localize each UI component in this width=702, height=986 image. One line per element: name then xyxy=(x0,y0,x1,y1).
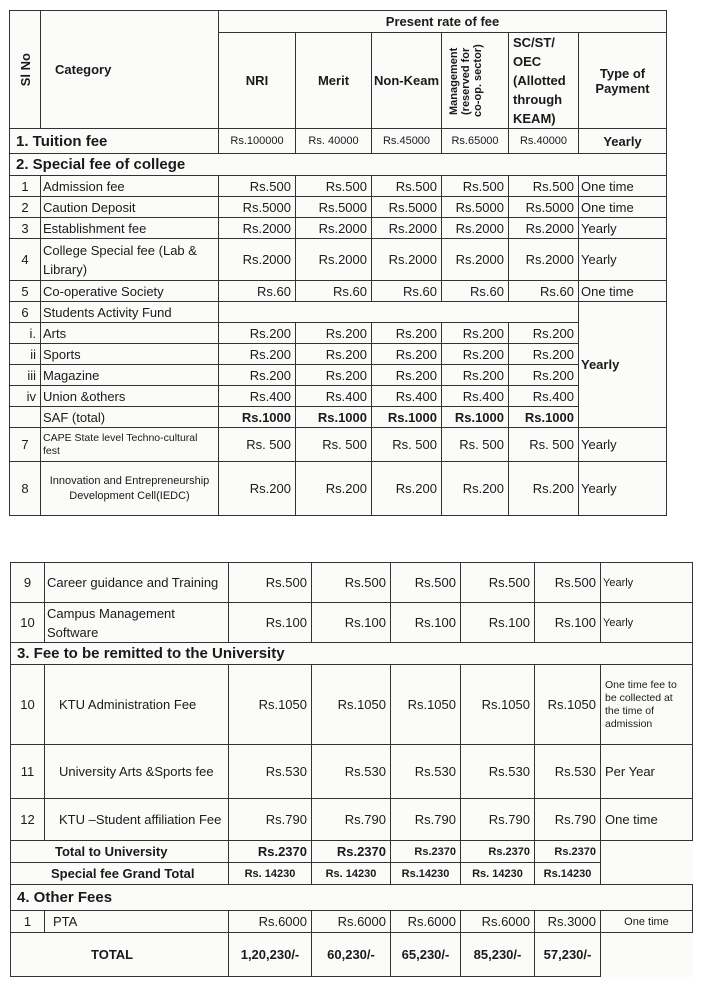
cell-merit: Rs.1000 xyxy=(296,407,372,428)
row-label: Arts xyxy=(41,323,219,344)
section-university-fee xyxy=(11,643,693,665)
row-no: iii xyxy=(10,365,41,386)
row-label: Establishment fee xyxy=(41,218,219,239)
row-campus-management xyxy=(11,603,693,643)
cell-non-keam: Rs.200 xyxy=(372,462,442,516)
cell-merit: Rs. 14230 xyxy=(312,863,391,885)
cell-management: Rs. 500 xyxy=(442,428,509,462)
cell-non-keam: Rs.200 xyxy=(372,323,442,344)
cell-nri: Rs. 500 xyxy=(219,428,296,462)
cell-type: Yearly xyxy=(579,218,667,239)
table-row xyxy=(10,281,667,302)
cell-management: Rs.2000 xyxy=(442,239,509,281)
saf-type: Yearly xyxy=(579,302,667,428)
row-label: PTA xyxy=(45,911,229,933)
cell-merit: Rs. 500 xyxy=(296,428,372,462)
cell-merit: Rs.2370 xyxy=(312,841,391,863)
cell-sc-st: Rs.2000 xyxy=(509,218,579,239)
cell-sc-st: Rs.60 xyxy=(509,281,579,302)
cell-sc-st: Rs.3000 xyxy=(535,911,601,933)
row-iedc xyxy=(10,462,667,516)
cell-nri: Rs.200 xyxy=(219,323,296,344)
blank-cell xyxy=(219,302,579,323)
cell-sc-st: Rs. 500 xyxy=(509,428,579,462)
row-label: Magazine xyxy=(41,365,219,386)
row-no: 10 xyxy=(11,603,45,643)
cell-type: Yearly xyxy=(601,563,693,603)
cell-management: 85,230/- xyxy=(461,933,535,977)
row-no: i. xyxy=(10,323,41,344)
page-break-gap xyxy=(0,527,702,561)
cell-sc-st: Rs.200 xyxy=(509,462,579,516)
cell-non-keam: Rs.60 xyxy=(372,281,442,302)
table-row xyxy=(10,386,667,407)
cell-nri: Rs.530 xyxy=(229,745,312,799)
cell-non-keam: Rs.5000 xyxy=(372,197,442,218)
cell-non-keam: Rs.100 xyxy=(391,603,461,643)
table-row xyxy=(10,218,667,239)
cell-sc-st: Rs.5000 xyxy=(509,197,579,218)
cell-nri: Rs.2000 xyxy=(219,239,296,281)
row-no: ii xyxy=(10,344,41,365)
row-label: Union &others xyxy=(41,386,219,407)
cell-management: Rs.200 xyxy=(442,323,509,344)
cell-nri: Rs.100 xyxy=(229,603,312,643)
row-no: 12 xyxy=(11,799,45,841)
cell-management: Rs.1050 xyxy=(461,665,535,745)
cell-nri: Rs. 14230 xyxy=(229,863,312,885)
cell-sc-st: Rs.1000 xyxy=(509,407,579,428)
row-label: KTU Administration Fee xyxy=(45,665,229,745)
other-fees-heading: 4. Other Fees xyxy=(11,885,693,911)
tuition-merit: Rs. 40000 xyxy=(296,129,372,154)
row-label: College Special fee (Lab & Library) xyxy=(41,239,219,281)
cell-nri: Rs.1050 xyxy=(229,665,312,745)
row-no: iv xyxy=(10,386,41,407)
cell-non-keam: Rs.14230 xyxy=(391,863,461,885)
cell-management: Rs.60 xyxy=(442,281,509,302)
cell-merit: Rs.530 xyxy=(312,745,391,799)
present-rate-header: Present rate of fee xyxy=(219,11,667,33)
row-no: 1 xyxy=(10,176,41,197)
tuition-non-keam: Rs.45000 xyxy=(372,129,442,154)
cell-nri: Rs.200 xyxy=(219,344,296,365)
cell-sc-st: Rs.14230 xyxy=(535,863,601,885)
blank-cell xyxy=(601,863,693,885)
cell-non-keam: Rs.200 xyxy=(372,365,442,386)
cell-nri: Rs.60 xyxy=(219,281,296,302)
cell-sc-st: Rs.1050 xyxy=(535,665,601,745)
row-label: Admission fee xyxy=(41,176,219,197)
row-ktu-admin-fee xyxy=(11,665,693,745)
cell-nri: Rs.200 xyxy=(219,365,296,386)
cell-sc-st: Rs.2370 xyxy=(535,841,601,863)
table-row xyxy=(10,365,667,386)
cell-management: Rs.100 xyxy=(461,603,535,643)
row-pta xyxy=(11,911,693,933)
row-grand-total xyxy=(11,863,693,885)
row-total-university xyxy=(11,841,693,863)
cell-non-keam: Rs.2000 xyxy=(372,218,442,239)
cell-type: Yearly xyxy=(579,428,667,462)
cell-management: Rs. 14230 xyxy=(461,863,535,885)
cell-management: Rs.2370 xyxy=(461,841,535,863)
row-no: 11 xyxy=(11,745,45,799)
cell-non-keam: Rs.400 xyxy=(372,386,442,407)
cell-merit: Rs.790 xyxy=(312,799,391,841)
cell-non-keam: Rs.2000 xyxy=(372,239,442,281)
cell-merit: Rs.200 xyxy=(296,323,372,344)
cell-nri: Rs.790 xyxy=(229,799,312,841)
cell-nri: Rs.2370 xyxy=(229,841,312,863)
row-label: Students Activity Fund xyxy=(41,302,219,323)
row-affiliation-fee xyxy=(11,799,693,841)
cell-type: Yearly xyxy=(601,603,693,643)
row-students-activity-fund xyxy=(10,302,667,323)
cell-management: Rs.400 xyxy=(442,386,509,407)
row-arts-sports-fee xyxy=(11,745,693,799)
cell-type: One time xyxy=(579,197,667,218)
cell-non-keam: Rs.6000 xyxy=(391,911,461,933)
row-label: Special fee Grand Total xyxy=(11,863,229,885)
cell-sc-st: 57,230/- xyxy=(535,933,601,977)
cell-merit: Rs.500 xyxy=(312,563,391,603)
cell-non-keam: Rs.530 xyxy=(391,745,461,799)
table-row xyxy=(10,176,667,197)
cell-management: Rs.5000 xyxy=(442,197,509,218)
cell-sc-st: Rs.200 xyxy=(509,365,579,386)
row-label: Caution Deposit xyxy=(41,197,219,218)
cell-sc-st: Rs.790 xyxy=(535,799,601,841)
row-no: 6 xyxy=(10,302,41,323)
row-no: 10 xyxy=(11,665,45,745)
cell-non-keam: Rs.500 xyxy=(391,563,461,603)
special-fee-heading: 2. Special fee of college xyxy=(10,154,667,176)
row-label: CAPE State level Techno-cultural fest xyxy=(41,428,219,462)
cell-management: Rs.2000 xyxy=(442,218,509,239)
table-row xyxy=(10,344,667,365)
cell-nri: 1,20,230/- xyxy=(229,933,312,977)
cell-merit: Rs.6000 xyxy=(312,911,391,933)
cell-sc-st: Rs.500 xyxy=(509,176,579,197)
table-row xyxy=(10,323,667,344)
sl-no-header: Sl No xyxy=(10,11,41,129)
cell-sc-st: Rs.2000 xyxy=(509,239,579,281)
cell-non-keam: Rs.2370 xyxy=(391,841,461,863)
cell-non-keam: Rs.1050 xyxy=(391,665,461,745)
col-sc-st-oec: SC/ST/ OEC (Allotted through KEAM) xyxy=(509,33,579,129)
cell-nri: Rs.1000 xyxy=(219,407,296,428)
cell-nri: Rs.500 xyxy=(219,176,296,197)
cell-non-keam: Rs.200 xyxy=(372,344,442,365)
row-total xyxy=(11,933,693,977)
cell-sc-st: Rs.400 xyxy=(509,386,579,407)
row-label: Innovation and Entrepreneurship Development Cell(IEDC) xyxy=(41,462,219,516)
section-other-fees xyxy=(11,885,693,911)
cell-type: Yearly xyxy=(579,462,667,516)
tuition-nri: Rs.100000 xyxy=(219,129,296,154)
row-career-guidance xyxy=(11,563,693,603)
cell-merit: Rs.60 xyxy=(296,281,372,302)
row-no: 3 xyxy=(10,218,41,239)
col-type-of-payment: Type of Payment xyxy=(579,33,667,129)
cell-nri: Rs.5000 xyxy=(219,197,296,218)
cell-management: Rs.500 xyxy=(461,563,535,603)
tuition-type: Yearly xyxy=(579,129,667,154)
cell-non-keam: Rs.500 xyxy=(372,176,442,197)
table-row xyxy=(10,239,667,281)
cell-management: Rs.200 xyxy=(442,365,509,386)
cell-merit: Rs.100 xyxy=(312,603,391,643)
cell-type: One time xyxy=(601,799,693,841)
col-merit: Merit xyxy=(296,33,372,129)
row-no: 8 xyxy=(10,462,41,516)
cell-type: One time xyxy=(601,911,693,933)
row-label: University Arts &Sports fee xyxy=(45,745,229,799)
row-label: KTU –Student affiliation Fee xyxy=(45,799,229,841)
table-row xyxy=(10,197,667,218)
header-row-top xyxy=(10,11,667,33)
row-label: SAF (total) xyxy=(41,407,219,428)
row-label: TOTAL xyxy=(11,933,229,977)
cell-non-keam: Rs.1000 xyxy=(372,407,442,428)
cell-management: Rs.790 xyxy=(461,799,535,841)
row-no: 2 xyxy=(10,197,41,218)
cell-merit: Rs.200 xyxy=(296,462,372,516)
row-label: Campus Management Software xyxy=(45,603,229,643)
tuition-sc-st: Rs.40000 xyxy=(509,129,579,154)
row-no: 4 xyxy=(10,239,41,281)
cell-merit: Rs.500 xyxy=(296,176,372,197)
cell-sc-st: Rs.500 xyxy=(535,563,601,603)
cell-sc-st: Rs.100 xyxy=(535,603,601,643)
row-no: 7 xyxy=(10,428,41,462)
cell-type: One time fee to be collected at the time of admission xyxy=(601,665,693,745)
cell-management: Rs.6000 xyxy=(461,911,535,933)
cell-nri: Rs.200 xyxy=(219,462,296,516)
blank-cell xyxy=(601,841,693,863)
cell-nri: Rs.500 xyxy=(229,563,312,603)
university-fee-heading: 3. Fee to be remitted to the University xyxy=(11,643,693,665)
cell-management: Rs.530 xyxy=(461,745,535,799)
col-management: Management (reserved for co-op. sector) xyxy=(442,33,509,129)
cell-sc-st: Rs.200 xyxy=(509,344,579,365)
fee-structure-table-part1 xyxy=(9,10,667,516)
cell-type: Yearly xyxy=(579,239,667,281)
col-non-keam: Non-Keam xyxy=(372,33,442,129)
cell-sc-st: Rs.200 xyxy=(509,323,579,344)
section-special-fee xyxy=(10,154,667,176)
cell-management: Rs.500 xyxy=(442,176,509,197)
cell-management: Rs.200 xyxy=(442,344,509,365)
cell-nri: Rs.6000 xyxy=(229,911,312,933)
cell-merit: Rs.1050 xyxy=(312,665,391,745)
cell-sc-st: Rs.530 xyxy=(535,745,601,799)
cell-type: Per Year xyxy=(601,745,693,799)
cell-nri: Rs.400 xyxy=(219,386,296,407)
tuition-management: Rs.65000 xyxy=(442,129,509,154)
cell-management: Rs.1000 xyxy=(442,407,509,428)
row-no: 1 xyxy=(11,911,45,933)
cell-merit: Rs.400 xyxy=(296,386,372,407)
cell-non-keam: Rs.790 xyxy=(391,799,461,841)
col-nri: NRI xyxy=(219,33,296,129)
cell-non-keam: Rs. 500 xyxy=(372,428,442,462)
row-no: 9 xyxy=(11,563,45,603)
row-label: Career guidance and Training xyxy=(45,563,229,603)
category-header: Category xyxy=(41,11,219,129)
blank-cell xyxy=(601,933,693,977)
cell-nri: Rs.2000 xyxy=(219,218,296,239)
cell-merit: Rs.2000 xyxy=(296,218,372,239)
row-label: Sports xyxy=(41,344,219,365)
row-no: 5 xyxy=(10,281,41,302)
tuition-fee-label: 1. Tuition fee xyxy=(10,129,219,154)
row-label: Co-operative Society xyxy=(41,281,219,302)
fee-structure-table-part2 xyxy=(10,562,693,977)
cell-management: Rs.200 xyxy=(442,462,509,516)
row-tuition-fee xyxy=(10,129,667,154)
cell-merit: Rs.2000 xyxy=(296,239,372,281)
row-label: Total to University xyxy=(11,841,229,863)
cell-type: One time xyxy=(579,281,667,302)
row-techno-cultural-fest xyxy=(10,428,667,462)
cell-merit: Rs.5000 xyxy=(296,197,372,218)
cell-non-keam: 65,230/- xyxy=(391,933,461,977)
row-saf-total xyxy=(10,407,667,428)
cell-type: One time xyxy=(579,176,667,197)
blank-cell xyxy=(10,407,41,428)
cell-merit: Rs.200 xyxy=(296,365,372,386)
cell-merit: 60,230/- xyxy=(312,933,391,977)
cell-merit: Rs.200 xyxy=(296,344,372,365)
